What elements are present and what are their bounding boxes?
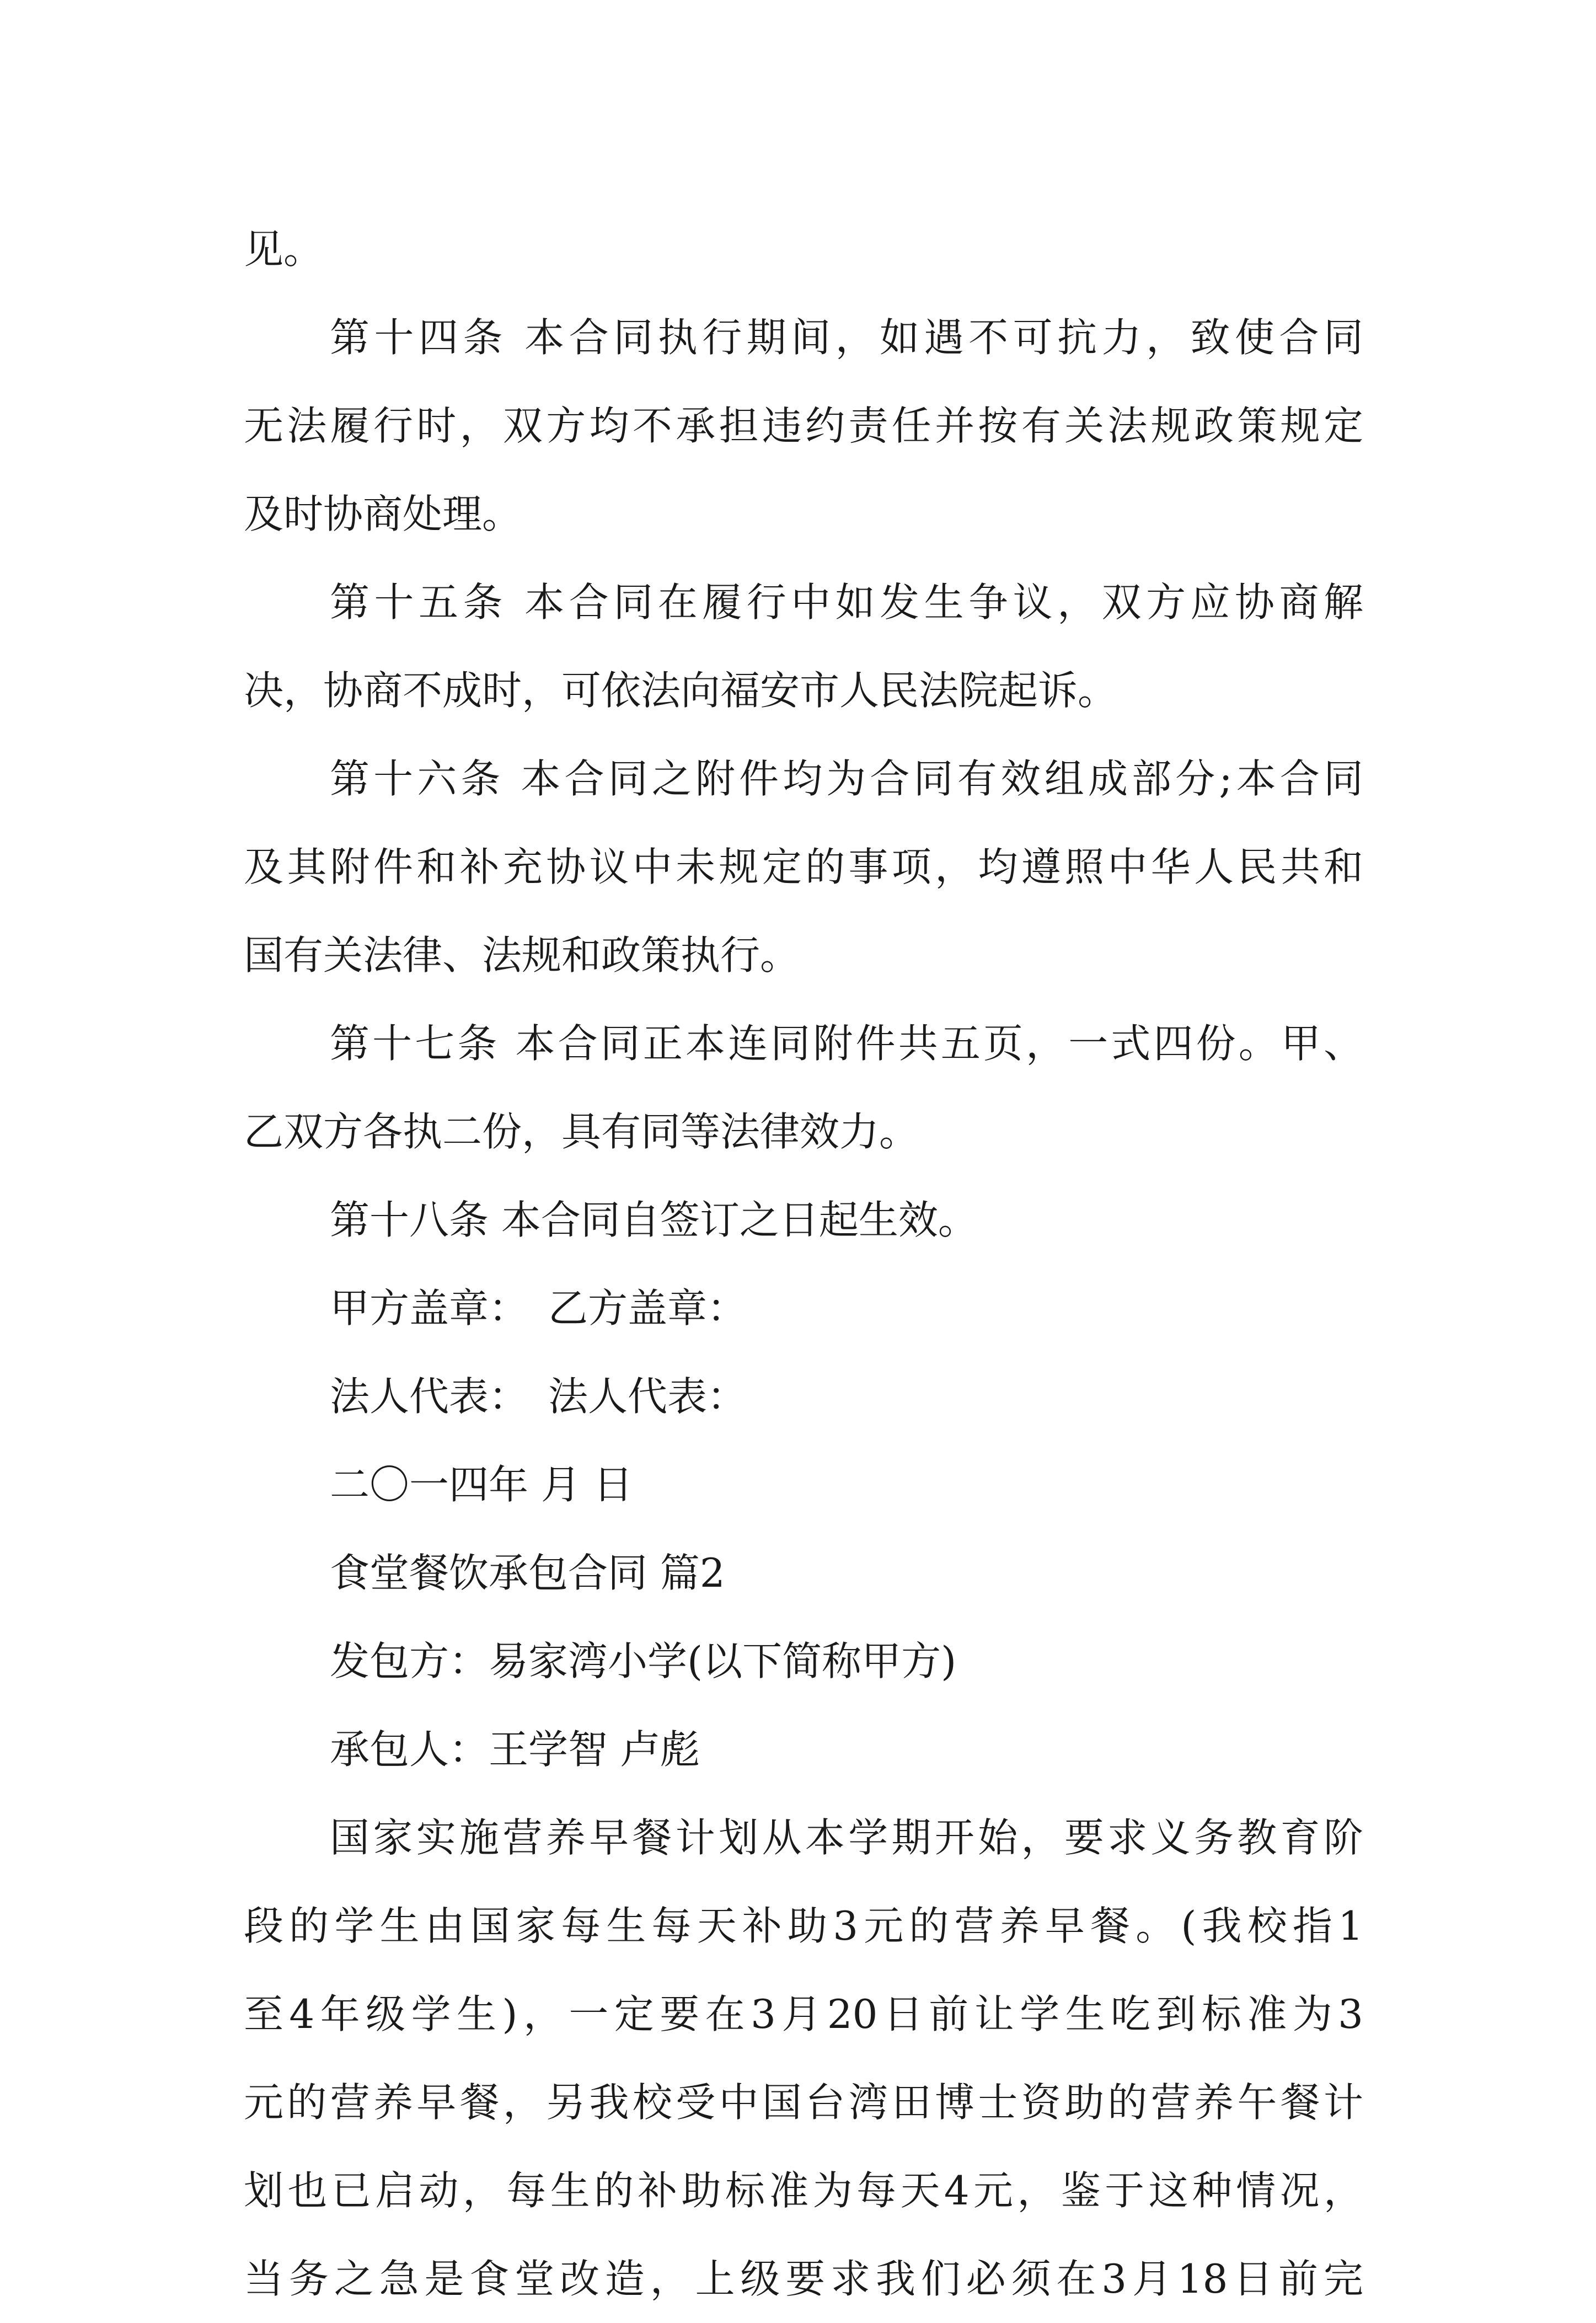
paragraph-line-3: 至4年级学生)，一定要在3月20日前让学生吃到标准为3: [244, 1991, 1363, 2037]
paragraph-line-4: 元的营养早餐，另我校受中国台湾田博士资助的营养午餐计: [244, 2079, 1363, 2126]
article-17-line-1: 第十七条 本合同正本连同附件共五页，一式四份。甲、: [330, 1020, 1363, 1067]
article-16-line-2: 及其附件和补充协议中未规定的事项，均遵照中华人民共和: [244, 844, 1363, 890]
article-16-line-3: 国有关法律、法规和政策执行。: [244, 932, 800, 978]
paragraph-line-5: 划也已启动，每生的补助标准为每天4元，鉴于这种情况，: [244, 2167, 1363, 2214]
article-15-line-2: 决，协商不成时，可依法向福安市人民法院起诉。: [244, 667, 1118, 714]
paragraph-line-6: 当务之急是食堂改造，上级要求我们必须在3月18日前完: [244, 2256, 1363, 2302]
legal-rep-line: 法人代表： 法人代表：: [330, 1373, 747, 1420]
article-18-line: 第十八条 本合同自签订之日起生效。: [330, 1197, 978, 1243]
contractee-line: 承包人：王学智 卢彪: [330, 1726, 700, 1773]
seal-line: 甲方盖章： 乙方盖章：: [330, 1285, 747, 1331]
article-15-line-1: 第十五条 本合同在履行中如发生争议，双方应协商解: [330, 579, 1363, 625]
article-16-line-1: 第十六条 本合同之附件均为合同有效组成部分;本合同: [330, 756, 1363, 802]
paragraph-line-2: 段的学生由国家每生每天补助3元的营养早餐。(我校指1: [244, 1903, 1363, 1949]
document-body: [244, 205, 1363, 2323]
article-14-line-3: 及时协商处理。: [244, 491, 522, 537]
date-line: 二〇一四年 月 日: [330, 1462, 633, 1508]
paragraph-line-1: 国家实施营养早餐计划从本学期开始，要求义务教育阶: [330, 1814, 1363, 1861]
contractor-party-line: 发包方：易家湾小学(以下简称甲方): [330, 1638, 957, 1684]
article-14-line-1: 第十四条 本合同执行期间，如遇不可抗力，致使合同: [330, 314, 1363, 361]
article-17-line-2: 乙双方各执二份，具有同等法律效力。: [244, 1109, 919, 1155]
section-heading: 食堂餐饮承包合同 篇2: [330, 1550, 725, 1596]
article-14-line-2: 无法履行时，双方均不承担违约责任并按有关法规政策规定: [244, 403, 1363, 449]
text-line: 见。: [244, 226, 324, 272]
